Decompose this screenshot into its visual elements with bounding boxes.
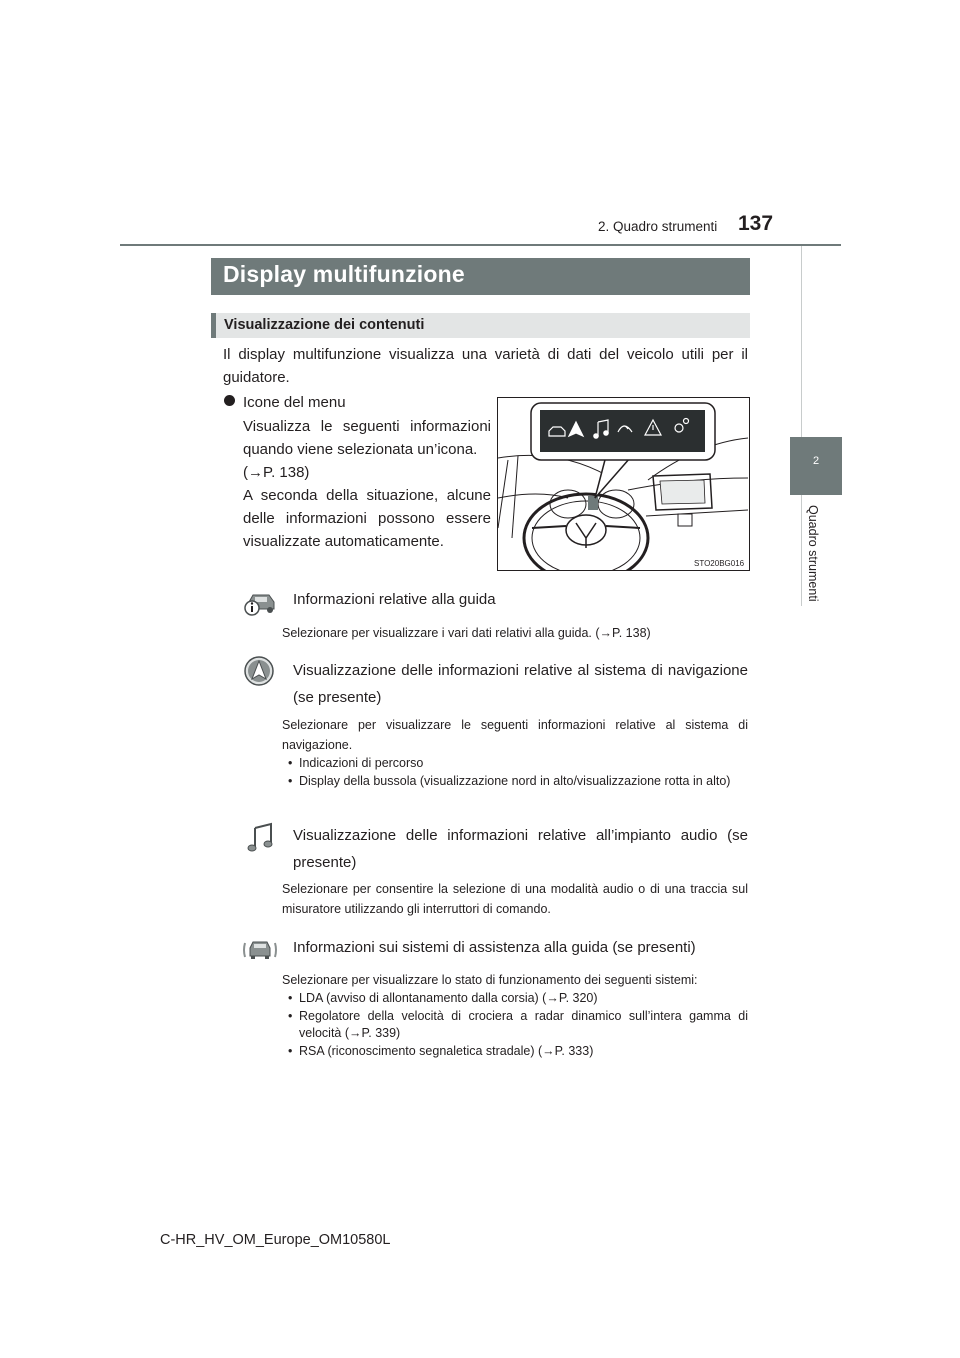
subsection-title: Visualizzazione dei contenuti [224,317,425,333]
item-title: Informazioni relative alla guida [293,591,496,608]
bullet-desc-line: A seconda della situazione, alcune delle informazioni possono essere visualizzate automaticamente. [243,487,491,550]
bullet-dot-icon [224,395,235,406]
section-title: Display multifunzione [223,261,465,287]
sub-list [282,990,748,1060]
sub-list-item: • Display della bussola (visualizzazione nord in alto/visualizzazione rotta in alto) [282,773,748,790]
bullet-description [243,415,491,553]
item-description [282,970,748,1061]
item-title: Visualizzazione delle informazioni relative al sistema di navigazione (se presente) [293,662,748,706]
item-description: Selezionare per visualizzare i vari dati relativi alla guida. (→P. 138) [282,626,651,640]
sub-list-item: • Indicazioni di percorso [282,755,748,772]
header-rule [120,244,841,246]
side-tab-line [801,246,802,606]
item-description-text: Selezionare per visualizzare lo stato di funzionamento dei seguenti sistemi: [282,973,698,987]
dashboard-drawing [498,398,749,570]
running-header-section: 2. Quadro strumenti [598,219,718,234]
item-title: Informazioni sui sistemi di assistenza alla guida (se presenti) [293,939,696,956]
item-description [282,715,748,791]
dashboard-illustration [497,397,750,571]
document-footer: C-HR_HV_OM_Europe_OM10580L [160,1232,391,1248]
item-description: Selezionare per consentire la selezione di una modalità audio o di una traccia sul misuratore utilizzando gli interruttori di comando. [282,882,748,916]
side-tab-label: Quadro strumenti [806,505,820,602]
sub-list-item: • RSA (riconoscimento segnaletica stradale) (→P. 333) [282,1043,748,1060]
side-tab-number: 2 [812,455,820,467]
bullet-title: Icone del menu [243,394,346,411]
navigation-icon [243,655,275,687]
page-number: 137 [738,212,774,235]
bullet-desc-line: (→P. 138) [243,464,310,481]
sub-list [282,755,748,790]
intro-paragraph: Il display multifunzione visualizza una varietà di dati del veicolo utili per il guidatore. [223,346,748,386]
bullet-desc-line: Visualizza le seguenti informazioni quando viene selezionata un’icona. [243,418,491,458]
driving-assist-icon [241,933,279,967]
item-title: Visualizzazione delle informazioni relative all’impianto audio (se presente) [293,827,748,871]
sub-list-item: • LDA (avviso di allontanamento dalla corsia) (→P. 320) [282,990,748,1007]
sub-list-item: • Regolatore della velocità di crociera a radar dinamico sull’intera gamma di velocità (→P. 339) [282,1008,748,1042]
illustration-code: STO20BG016 [694,559,745,568]
item-description-text: Selezionare per visualizzare le seguenti informazioni relative al sistema di navigazione. [282,718,748,752]
music-note-icon [245,820,279,854]
car-info-icon [243,586,277,620]
subsection-accent [211,313,216,338]
